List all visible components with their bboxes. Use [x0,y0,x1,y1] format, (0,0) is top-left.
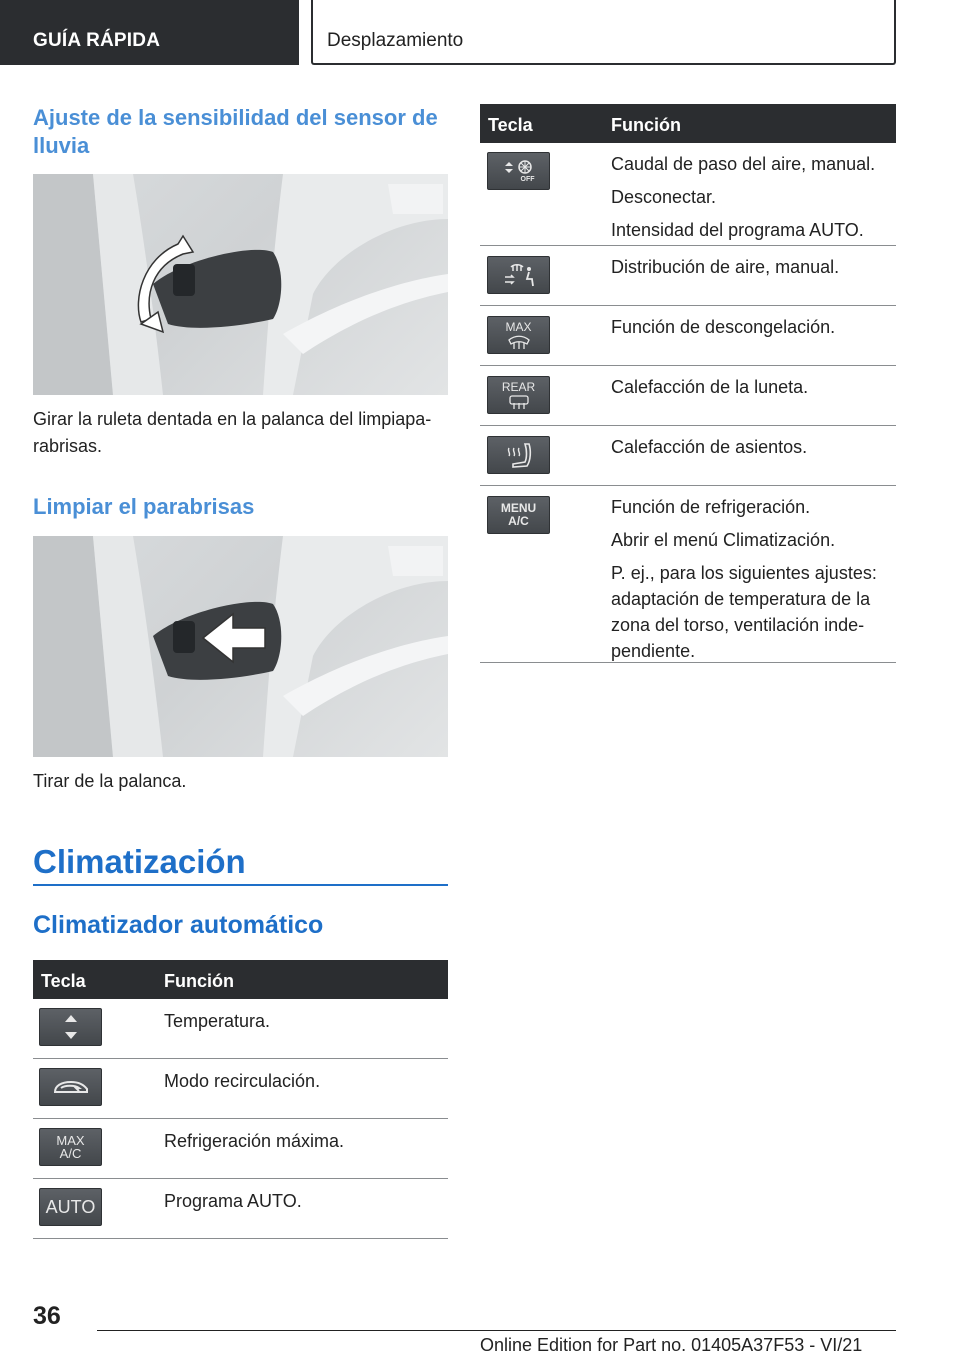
column-function: Función [164,971,234,991]
function-text-group [611,434,896,467]
function-line: P. ej., para los siguientes ajustes: adaptación de temperatura de la zona del torso, ventilación inde-pendiente. [611,563,877,661]
menu-ac-key-text: MENU A/C [500,501,537,528]
table-row [480,486,896,663]
footer-edition: Online Edition for Part no. 01405A37F53 - VI/21 [480,1335,863,1355]
function-text-group [611,494,896,671]
climate-heading-rule [33,884,448,886]
function-line: Intensidad del programa AUTO. [611,220,864,240]
column-key: Tecla [41,971,86,991]
table-row [33,1059,448,1119]
table-row [480,426,896,486]
temperature-arrows-icon [39,1008,102,1046]
table-header [33,960,448,999]
auto-key-text: AUTO [45,1196,96,1217]
function-text-group [611,151,896,250]
table-header [480,104,896,143]
page-number: 36 [33,1302,61,1330]
function-line: Calefacción de la luneta. [611,377,809,397]
wipe-heading: Limpiar el parabrisas [33,494,255,519]
air-distribution-icon [487,256,550,294]
function-text-group [611,254,896,287]
wipe-caption: Tirar de la palanca. [33,771,187,791]
header-section-tab [0,0,299,65]
table-row [480,143,896,246]
function-text: Refrigeración máxima. [164,1131,345,1151]
function-line: Abrir el menú Climatización. [611,530,836,550]
function-line: Calefacción de asientos. [611,437,808,457]
menu-ac-icon [487,496,550,534]
header-chapter-box [311,0,896,65]
rain-sensor-caption: Girar la ruleta dentada en la palanca del limpiapa-rabrisas. [33,409,432,456]
function-line: Función de descongelación. [611,317,836,337]
table-row [480,246,896,306]
table-row [33,999,448,1059]
rear-defrost-key-text: REAR [501,379,536,394]
column-key: Tecla [488,115,533,135]
function-text-group [611,374,896,407]
rain-sensor-illustration [33,174,448,395]
max-ac-key-text: MAX A/C [56,1133,85,1161]
rain-sensor-heading: Ajuste de la sensibilidad del sensor de lluvia [33,105,438,158]
auto-icon [39,1188,102,1226]
footer-rule [97,1330,896,1331]
max-defrost-icon [487,316,550,354]
wipe-illustration [33,536,448,757]
function-text: Modo recirculación. [164,1071,321,1091]
table-row [33,1119,448,1179]
function-line: Distribución de aire, manual. [611,257,840,277]
climate-heading: Climatización [33,843,246,880]
function-text: Temperatura. [164,1011,271,1031]
fan-off-key-text: OFF [520,176,535,183]
header-chapter-label: Desplazamiento [327,30,464,51]
function-line: Caudal de paso del aire, manual. [611,154,876,174]
auto-climate-heading: Climatizador automático [33,911,324,939]
recirculation-icon [39,1068,102,1106]
table-row [480,366,896,426]
seat-heating-icon [487,436,550,474]
max-ac-icon [39,1128,102,1166]
function-text: Programa AUTO. [164,1191,302,1211]
function-line: Función de refrigeración. [611,497,811,517]
column-function: Función [611,115,681,135]
header-section-label: GUÍA RÁPIDA [33,30,161,51]
fan-off-icon [487,152,550,190]
table-row [480,306,896,366]
table-row [33,1179,448,1239]
rear-defrost-icon [487,376,550,414]
function-text-group [611,314,896,347]
max-defrost-key-text: MAX [505,319,532,334]
function-line: Desconectar. [611,187,717,207]
